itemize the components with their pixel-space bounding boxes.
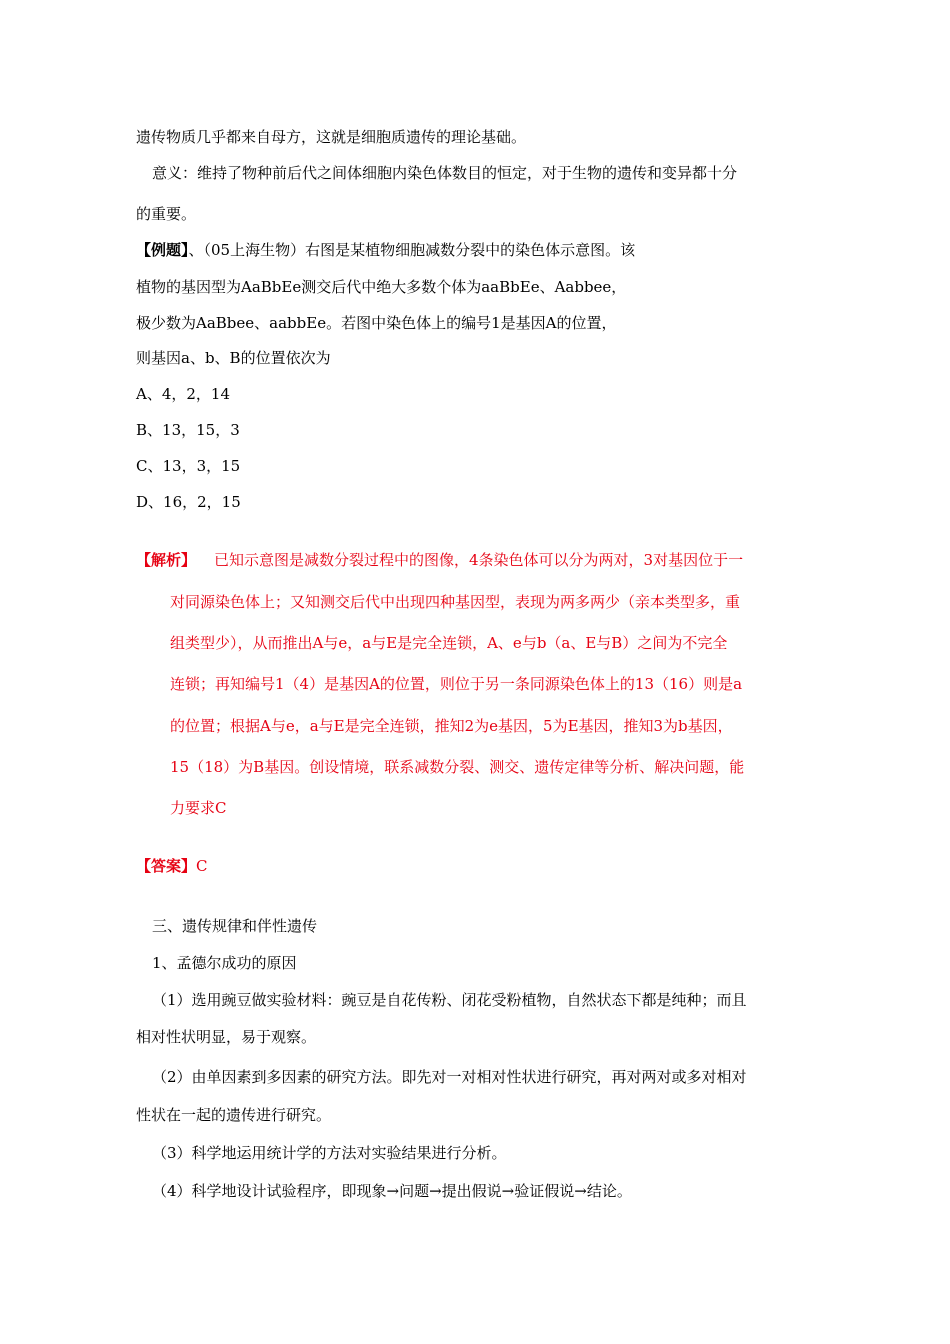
option-d: D、16，2，15 <box>136 493 241 511</box>
example-text-1: 、（05上海生物）右图是某植物细胞减数分裂中的染色体示意图。该 <box>188 241 636 259</box>
analysis-tag: 【解析】 <box>136 551 197 569</box>
analysis-line-4: 连锁；再知编号1（4）是基因A的位置，则位于另一条同源染色体上的13（16）则是a <box>170 675 743 693</box>
point-4: （4）科学地设计试验程序，即现象→问题→提出假说→验证假说→结论。 <box>152 1182 632 1200</box>
example-line-2: 植物的基因型为AaBbEe测交后代中绝大多数个体为aaBbEe、Aabbee， <box>136 278 627 296</box>
option-a: A、4，2，14 <box>136 385 231 403</box>
intro-line-3: 的重要。 <box>136 205 197 223</box>
analysis-line-2: 对同源染色体上；又知测交后代中出现四种基因型，表现为两多两少（亲本类型多，重 <box>170 593 741 611</box>
option-b: B、13，15，3 <box>136 421 240 439</box>
analysis-line-5: 的位置；根据A与e，a与E是完全连锁，推知2为e基因，5为E基因，推知3为b基因， <box>170 717 733 735</box>
point-1-line-1: （1）选用豌豆做实验材料：豌豆是自花传粉、闭花受粉植物，自然状态下都是纯种；而且 <box>152 991 747 1009</box>
example-tag: 【例题】 <box>136 241 189 259</box>
example-line-1 <box>136 240 635 260</box>
section-heading: 三、遗传规律和伴性遗传 <box>152 917 318 935</box>
answer-tag: 【答案】 <box>136 857 197 875</box>
analysis-line-7: 力要求C <box>170 799 227 817</box>
point-2-line-2: 性状在一起的遗传进行研究。 <box>136 1106 332 1124</box>
point-1-line-2: 相对性状明显，易于观察。 <box>136 1028 317 1046</box>
example-line-3: 极少数为AaBbee、aabbEe。若图中染色体上的编号1是基因A的位置， <box>136 314 617 332</box>
analysis-line-1: 已知示意图是减数分裂过程中的图像，4条染色体可以分为两对，3对基因位于一 <box>214 551 744 569</box>
example-line-4: 则基因a、b、B的位置依次为 <box>136 349 331 367</box>
option-c: C、13，3，15 <box>136 457 241 475</box>
intro-line-1: 遗传物质几乎都来自母方，这就是细胞质遗传的理论基础。 <box>136 128 527 146</box>
section-subheading: 1、孟德尔成功的原因 <box>152 954 297 972</box>
intro-line-2: 意义：维持了物种前后代之间体细胞内染色体数目的恒定，对于生物的遗传和变异都十分 <box>152 164 738 182</box>
analysis-line-3: 组类型少），从而推出A与e，a与E是完全连锁，A、e与b（a、E与B）之间为不完全 <box>170 634 728 652</box>
point-3: （3）科学地运用统计学的方法对实验结果进行分析。 <box>152 1144 507 1162</box>
answer-line <box>136 856 208 876</box>
answer-value: C <box>196 857 208 875</box>
analysis-line-6: 15（18）为B基因。创设情境，联系减数分裂、测交、遗传定律等分析、解决问题，能 <box>170 758 745 776</box>
point-2-line-1: （2）由单因素到多因素的研究方法。即先对一对相对性状进行研究，再对两对或多对相对 <box>152 1068 747 1086</box>
